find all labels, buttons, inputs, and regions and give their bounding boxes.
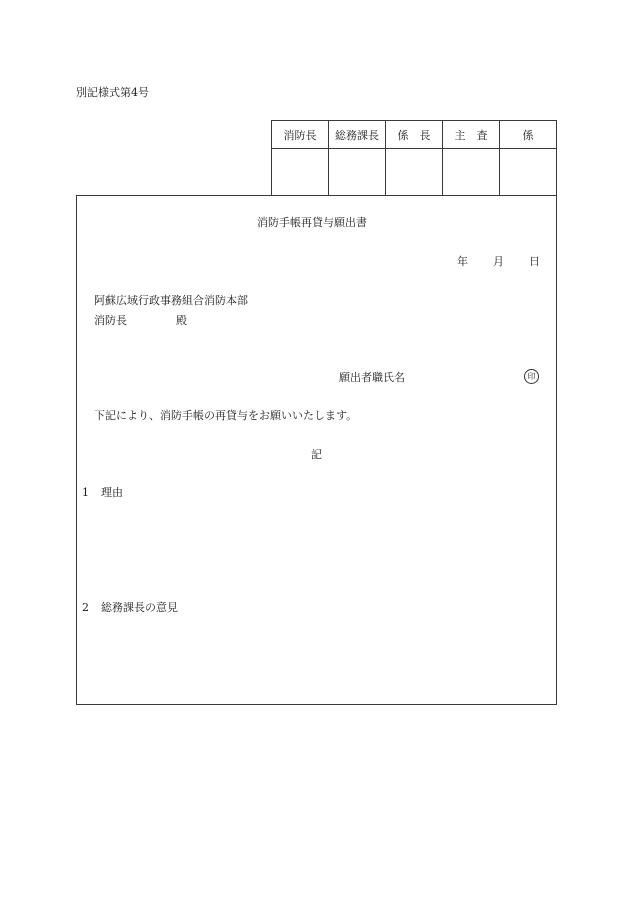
- date-day-label: 日: [529, 255, 540, 268]
- item-number: 1: [82, 486, 89, 499]
- approval-stamp-cell[interactable]: [329, 149, 386, 196]
- approval-stamp-cell[interactable]: [386, 149, 443, 196]
- date-year-label: 年: [457, 255, 468, 268]
- approval-header-row: [272, 121, 557, 149]
- applicant-name-label: 願出者職氏名: [339, 371, 405, 384]
- approval-header-general-affairs-manager: 総務課長: [329, 121, 386, 149]
- approval-header-staff: 係: [500, 121, 557, 149]
- item-number: 2: [82, 601, 89, 614]
- addressee-honorific: 殿: [176, 314, 187, 327]
- approval-stamp-table: [271, 120, 557, 196]
- item-manager-opinion: [82, 602, 178, 613]
- item-label: 総務課長の意見: [101, 601, 178, 614]
- approval-header-inspector: 主 査: [443, 121, 500, 149]
- date-month-label: 月: [493, 255, 504, 268]
- approval-stamp-cell[interactable]: [272, 149, 329, 196]
- item-label: 理由: [101, 486, 123, 499]
- approval-stamp-row: [272, 149, 557, 196]
- approval-header-section-chief: 係 長: [386, 121, 443, 149]
- addressee-organization: 阿蘇広域行政事務組合消防本部: [94, 294, 248, 307]
- request-statement: 下記により、消防手帳の再貸与をお願いいたします。: [94, 409, 358, 422]
- document-title: 消防手帳再貸与願出書: [257, 216, 367, 229]
- seal-mark-icon: 印: [524, 369, 539, 384]
- addressee-title: 消防長: [94, 314, 127, 327]
- item-reason: [82, 487, 123, 498]
- approval-header-chief: 消防長: [272, 121, 329, 149]
- form-number: 別記様式第4号: [76, 86, 149, 99]
- approval-stamp-cell[interactable]: [500, 149, 557, 196]
- approval-stamp-cell[interactable]: [443, 149, 500, 196]
- ki-heading: 記: [311, 448, 322, 461]
